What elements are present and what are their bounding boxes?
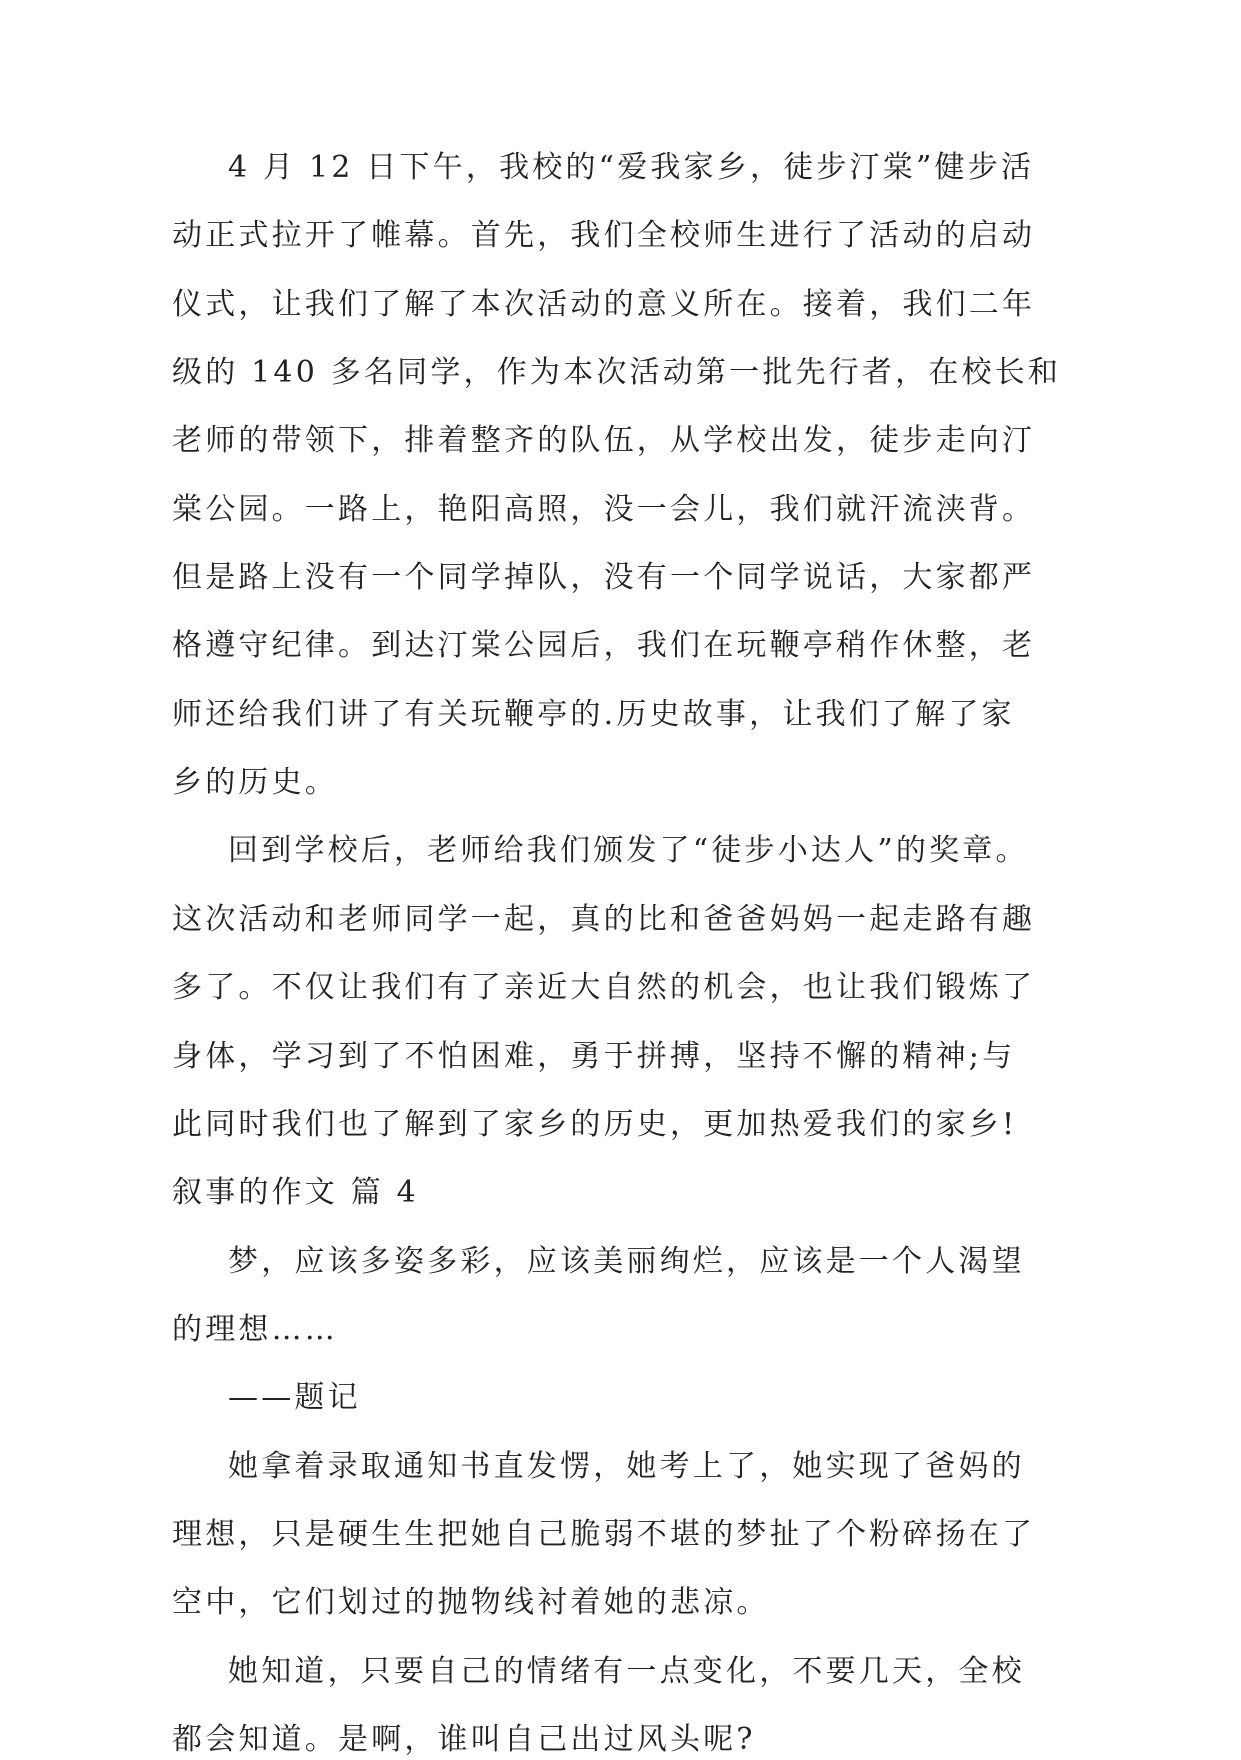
text-line: 都会知道。是啊，谁叫自己出过风头呢? <box>172 1722 756 1757</box>
text-line: 多了。不仅让我们有了亲近大自然的机会，也让我们锻炼了 <box>172 970 1036 1005</box>
epigraph-attribution: ——题记 <box>228 1380 361 1415</box>
text-line: 理想，只是硬生生把她自己脆弱不堪的梦扯了个粉碎扬在了 <box>172 1517 1036 1552</box>
section-heading: 叙事的作文 篇 4 <box>172 1175 419 1210</box>
text-line: 空中，它们划过的抛物线衬着她的悲凉。 <box>172 1585 770 1620</box>
text-line: 此同时我们也了解到了家乡的历史，更加热爱我们的家乡! <box>172 1107 1018 1142</box>
text-line: 格遵守纪律。到达汀棠公园后，我们在玩鞭亭稍作休整，老 <box>172 628 1036 663</box>
text-line: 棠公园。一路上，艳阳高照，没一会儿，我们就汗流浃背。 <box>172 492 1036 527</box>
text-line: 动正式拉开了帷幕。首先，我们全校师生进行了活动的启动 <box>172 218 1036 253</box>
text-line: 的理想…… <box>172 1312 338 1347</box>
text-line: 仪式，让我们了解了本次活动的意义所在。接着，我们二年 <box>172 287 1036 322</box>
text-line: 她拿着录取通知书直发愣，她考上了，她实现了爸妈的 <box>228 1449 1025 1484</box>
text-line: 师还给我们讲了有关玩鞭亭的.历史故事，让我们了解了家 <box>172 697 1015 732</box>
text-line: 老师的带领下，排着整齐的队伍，从学校出发，徒步走向汀 <box>172 423 1036 458</box>
text-line: 4 月 12 日下午，我校的“爱我家乡，徒步汀棠”健步活 <box>228 150 1035 185</box>
text-line: 级的 140 多名同学，作为本次活动第一批先行者，在校长和 <box>172 355 1062 390</box>
text-line: 这次活动和老师同学一起，真的比和爸爸妈妈一起走路有趣 <box>172 902 1036 937</box>
text-line: 梦，应该多姿多彩，应该美丽绚烂，应该是一个人渴望 <box>228 1244 1025 1279</box>
text-line: 回到学校后，老师给我们颁发了“徒步小达人”的奖章。 <box>228 833 1029 868</box>
text-line: 她知道，只要自己的情绪有一点变化，不要几天，全校 <box>228 1654 1025 1689</box>
text-line: 乡的历史。 <box>172 765 338 800</box>
text-line: 但是路上没有一个同学掉队，没有一个同学说话，大家都严 <box>172 560 1036 595</box>
text-line: 身体，学习到了不怕困难，勇于拼搏，坚持不懈的精神;与 <box>172 1039 1016 1074</box>
